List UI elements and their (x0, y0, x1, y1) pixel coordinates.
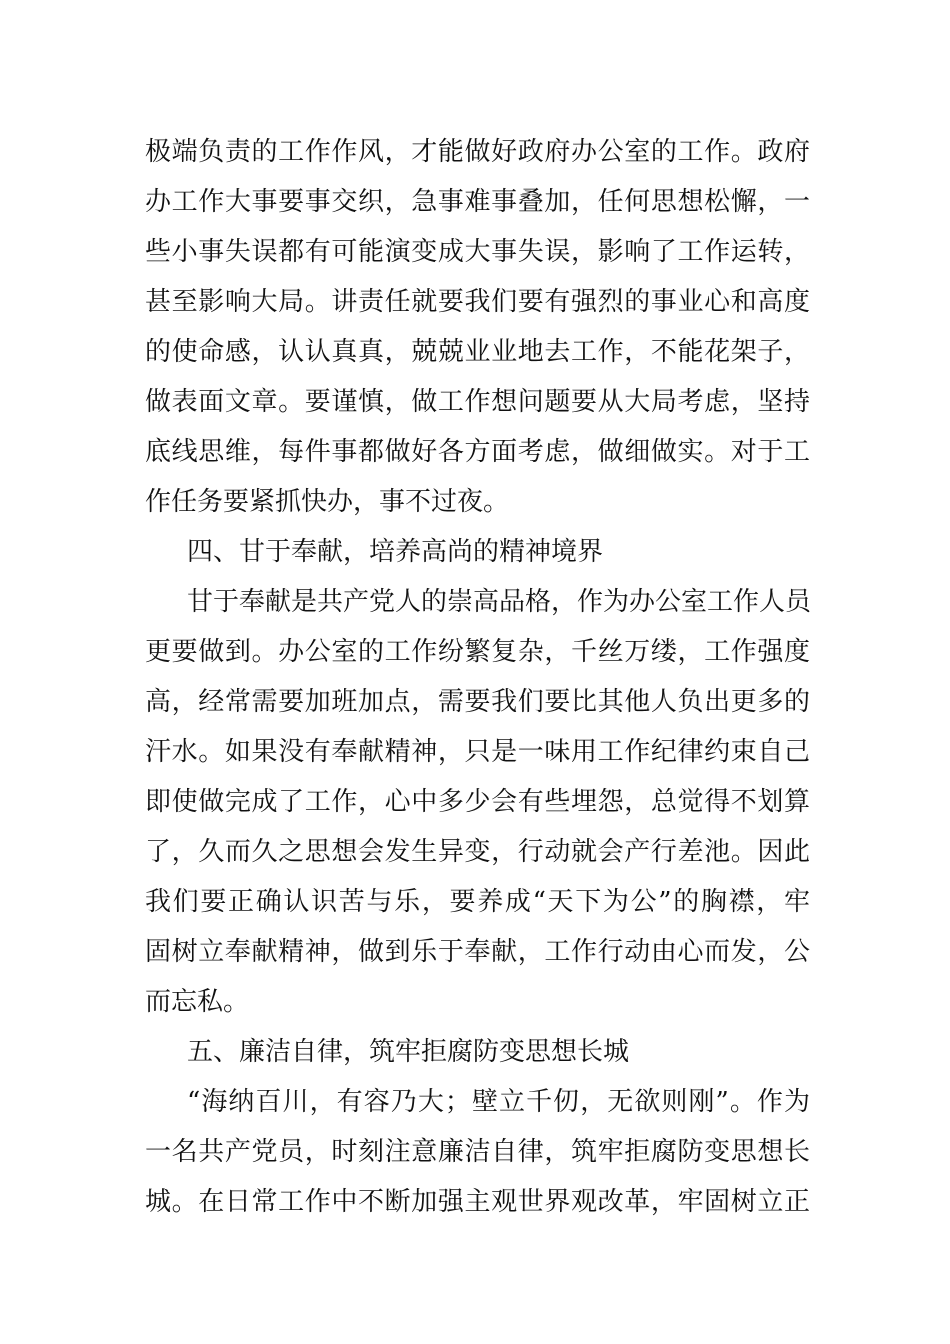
text-line: “海纳百川，有容乃大；壁立千仞，无欲则刚”。作为 (187, 1087, 810, 1117)
text-line: 更要做到。办公室的工作纷繁复杂，千丝万缕，工作强度 (145, 637, 810, 667)
text-line: 汗水。如果没有奉献精神，只是一味用工作纪律约束自己 (145, 737, 810, 767)
text-line: 即使做完成了工作，心中多少会有些埋怨，总觉得不划算 (145, 787, 810, 817)
text-line: 办工作大事要事交织，急事难事叠加，任何思想松懈，一 (145, 187, 810, 217)
text-line: 作任务要紧抓快办，事不过夜。 (145, 487, 510, 517)
section-heading: 四、甘于奉献，培养高尚的精神境界 (187, 537, 604, 567)
text-line: 甚至影响大局。讲责任就要我们要有强烈的事业心和高度 (145, 287, 810, 317)
text-line: 了，久而久之思想会发生异变，行动就会产行差池。因此 (145, 837, 810, 867)
text-line: 极端负责的工作作风，才能做好政府办公室的工作。政府 (145, 137, 810, 167)
text-line: 些小事失误都有可能演变成大事失误，影响了工作运转， (145, 237, 810, 267)
text-line: 城。在日常工作中不断加强主观世界观改革，牢固树立正 (145, 1187, 810, 1217)
text-line: 一名共产党员，时刻注意廉洁自律，筑牢拒腐防变思想长 (145, 1137, 810, 1167)
text-line: 高，经常需要加班加点，需要我们要比其他人负出更多的 (145, 687, 810, 717)
text-line: 甘于奉献是共产党人的崇高品格，作为办公室工作人员 (187, 587, 812, 617)
text-line: 底线思维，每件事都做好各方面考虑，做细做实。对于工 (145, 437, 810, 467)
text-line: 的使命感，认认真真，兢兢业业地去工作，不能花架子， (145, 337, 810, 367)
text-line: 做表面文章。要谨慎，做工作想问题要从大局考虑，坚持 (145, 387, 810, 417)
section-heading: 五、廉洁自律，筑牢拒腐防变思想长城 (187, 1037, 630, 1067)
text-line: 固树立奉献精神，做到乐于奉献，工作行动由心而发，公 (145, 937, 810, 967)
text-line: 我们要正确认识苦与乐，要养成“天下为公”的胸襟，牢 (145, 887, 810, 917)
text-line: 而忘私。 (145, 987, 250, 1017)
